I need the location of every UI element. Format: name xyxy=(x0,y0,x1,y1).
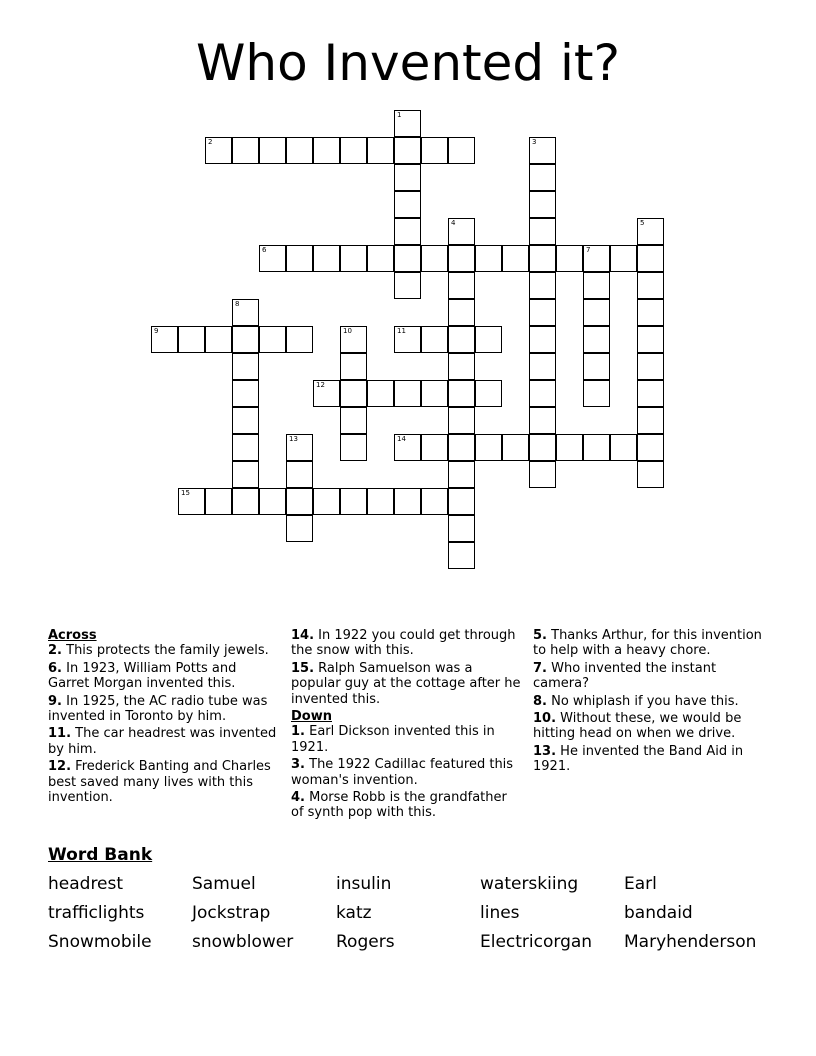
grid-cell[interactable] xyxy=(394,218,421,245)
clue-number: 11. xyxy=(48,726,72,742)
clue-number: 14. xyxy=(291,628,315,643)
clue-text: The car headrest was invented by him. xyxy=(48,726,277,757)
grid-cell[interactable] xyxy=(367,488,394,515)
clue-down-3 xyxy=(291,757,523,788)
grid-cell[interactable] xyxy=(475,434,502,461)
grid-cell[interactable] xyxy=(394,191,421,218)
grid-cell[interactable] xyxy=(394,380,421,407)
clue-across-15 xyxy=(291,661,523,707)
grid-cell[interactable] xyxy=(610,245,637,272)
clue-down-10 xyxy=(533,711,765,742)
grid-cell[interactable] xyxy=(475,245,502,272)
grid-cell[interactable] xyxy=(448,461,475,488)
clue-number: 10. xyxy=(533,711,557,727)
grid-cell[interactable] xyxy=(340,326,367,353)
grid-cell[interactable] xyxy=(232,461,259,488)
grid-cell[interactable] xyxy=(583,299,610,326)
word-bank-item: waterskiing xyxy=(480,874,579,894)
grid-cell[interactable] xyxy=(583,434,610,461)
grid-cell[interactable] xyxy=(259,488,286,515)
grid-cell[interactable] xyxy=(340,434,367,461)
grid-cell[interactable] xyxy=(421,137,448,164)
grid-cell[interactable] xyxy=(286,461,313,488)
grid-cell[interactable] xyxy=(367,380,394,407)
grid-cell[interactable] xyxy=(205,137,232,164)
grid-cell[interactable] xyxy=(529,380,556,407)
word-bank-item: Samuel xyxy=(192,874,256,894)
clue-text: In 1923, William Potts and Garret Morgan invented this. xyxy=(48,660,237,692)
grid-cell[interactable] xyxy=(286,515,313,542)
word-bank-item: insulin xyxy=(336,874,392,894)
grid-cell[interactable] xyxy=(529,353,556,380)
grid-cell[interactable] xyxy=(637,461,664,488)
word-bank-item: Earl xyxy=(624,874,657,894)
word-bank-item: Maryhenderson xyxy=(624,932,757,952)
grid-cell[interactable] xyxy=(637,272,664,299)
grid-cell[interactable] xyxy=(637,245,664,272)
clue-number: 8. xyxy=(533,693,547,709)
clue-number: 13. xyxy=(533,743,557,759)
clue-number-label: 5 xyxy=(640,219,645,227)
grid-cell[interactable] xyxy=(637,326,664,353)
down-heading: Down xyxy=(291,709,332,725)
clue-text: Who invented the instant camera? xyxy=(533,660,717,692)
grid-cell[interactable] xyxy=(313,137,340,164)
clue-number-label: 2 xyxy=(208,138,213,146)
grid-cell[interactable] xyxy=(232,353,259,380)
grid-cell[interactable] xyxy=(448,434,475,461)
clue-text: The 1922 Cadillac featured this woman's invention. xyxy=(291,757,514,788)
grid-cell[interactable] xyxy=(340,380,367,407)
grid-cell[interactable] xyxy=(421,434,448,461)
grid-cell[interactable] xyxy=(232,407,259,434)
clue-text: In 1925, the AC radio tube was invented in Toronto by him. xyxy=(48,693,268,725)
clue-number: 4. xyxy=(291,790,305,806)
clue-across-2 xyxy=(48,643,280,658)
clue-number-label: 9 xyxy=(154,327,159,335)
grid-cell[interactable] xyxy=(232,137,259,164)
grid-cell[interactable] xyxy=(313,380,340,407)
clue-down-7 xyxy=(533,661,765,692)
clue-down-5 xyxy=(533,628,765,659)
clue-number-label: 10 xyxy=(343,327,352,335)
grid-cell[interactable] xyxy=(286,434,313,461)
grid-cell[interactable] xyxy=(529,434,556,461)
clue-text: Without these, we would be hitting head on when we drive. xyxy=(533,711,742,742)
clue-number-label: 7 xyxy=(586,246,591,254)
grid-cell[interactable] xyxy=(394,110,421,137)
grid-cell[interactable] xyxy=(529,191,556,218)
grid-cell[interactable] xyxy=(637,434,664,461)
grid-cell[interactable] xyxy=(448,407,475,434)
grid-cell[interactable] xyxy=(394,326,421,353)
clue-across-14 xyxy=(291,628,523,659)
grid-cell[interactable] xyxy=(232,326,259,353)
grid-cell[interactable] xyxy=(421,326,448,353)
grid-cell[interactable] xyxy=(556,245,583,272)
grid-cell[interactable] xyxy=(394,245,421,272)
grid-cell[interactable] xyxy=(475,326,502,353)
grid-cell[interactable] xyxy=(502,434,529,461)
grid-cell[interactable] xyxy=(583,353,610,380)
grid-cell[interactable] xyxy=(529,245,556,272)
clue-number-label: 3 xyxy=(532,138,537,146)
clue-text: In 1922 you could get through the snow with this. xyxy=(291,628,516,659)
word-bank-item: trafficlights xyxy=(48,903,145,923)
grid-cell[interactable] xyxy=(637,407,664,434)
word-bank-item: snowblower xyxy=(192,932,294,952)
word-bank-item: Electricorgan xyxy=(480,932,593,952)
clue-text: Earl Dickson invented this in 1921. xyxy=(291,724,495,755)
grid-cell[interactable] xyxy=(448,353,475,380)
clue-number-label: 12 xyxy=(316,381,325,389)
clue-text: Ralph Samuelson was a popular guy at the cottage after he invented this. xyxy=(291,660,521,707)
clue-number: 3. xyxy=(291,757,305,773)
grid-cell[interactable] xyxy=(340,407,367,434)
grid-cell[interactable] xyxy=(394,488,421,515)
grid-cell[interactable] xyxy=(178,326,205,353)
grid-cell[interactable] xyxy=(529,407,556,434)
clue-column-1 xyxy=(48,628,280,807)
clue-text: He invented the Band Aid in 1921. xyxy=(533,743,744,775)
grid-cell[interactable] xyxy=(556,434,583,461)
clue-down-8 xyxy=(533,694,765,709)
grid-cell[interactable] xyxy=(583,245,610,272)
grid-cell[interactable] xyxy=(448,272,475,299)
clue-number: 7. xyxy=(533,660,547,676)
grid-cell[interactable] xyxy=(232,380,259,407)
grid-cell[interactable] xyxy=(232,434,259,461)
clue-number-label: 11 xyxy=(397,327,406,335)
grid-cell[interactable] xyxy=(529,164,556,191)
grid-cell[interactable] xyxy=(637,299,664,326)
grid-cell[interactable] xyxy=(610,434,637,461)
grid-cell[interactable] xyxy=(448,326,475,353)
grid-cell[interactable] xyxy=(286,137,313,164)
grid-cell[interactable] xyxy=(394,137,421,164)
clue-text: Frederick Banting and Charles best saved many lives with this invention. xyxy=(48,759,271,806)
grid-cell[interactable] xyxy=(448,515,475,542)
grid-cell[interactable] xyxy=(394,164,421,191)
clue-number: 9. xyxy=(48,693,62,709)
grid-cell[interactable] xyxy=(340,137,367,164)
grid-cell[interactable] xyxy=(529,326,556,353)
grid-cell[interactable] xyxy=(367,137,394,164)
grid-cell[interactable] xyxy=(340,245,367,272)
grid-cell[interactable] xyxy=(367,245,394,272)
clue-number: 6. xyxy=(48,660,62,676)
grid-cell[interactable] xyxy=(475,380,502,407)
grid-cell[interactable] xyxy=(637,353,664,380)
clue-number-label: 1 xyxy=(397,111,402,119)
clue-down-4 xyxy=(291,790,523,821)
word-bank-item: headrest xyxy=(48,874,124,894)
word-bank-item: Rogers xyxy=(336,932,395,952)
grid-cell[interactable] xyxy=(259,137,286,164)
grid-cell[interactable] xyxy=(205,326,232,353)
grid-cell[interactable] xyxy=(529,461,556,488)
word-bank-item: bandaid xyxy=(624,903,693,923)
grid-cell[interactable] xyxy=(421,488,448,515)
clue-column-3 xyxy=(533,628,765,777)
clue-across-9 xyxy=(48,694,280,725)
word-bank-item: Snowmobile xyxy=(48,932,152,952)
grid-cell[interactable] xyxy=(583,380,610,407)
grid-cell[interactable] xyxy=(637,380,664,407)
grid-cell[interactable] xyxy=(259,245,286,272)
clue-text: No whiplash if you have this. xyxy=(551,693,739,709)
grid-cell[interactable] xyxy=(205,488,232,515)
grid-cell[interactable] xyxy=(178,488,205,515)
page-title: Who Invented it? xyxy=(195,34,621,92)
grid-cell[interactable] xyxy=(313,488,340,515)
grid-cell[interactable] xyxy=(583,326,610,353)
clue-number-label: 13 xyxy=(289,435,298,443)
grid-cell[interactable] xyxy=(448,542,475,569)
grid-cell[interactable] xyxy=(394,272,421,299)
clue-number: 2. xyxy=(48,643,62,659)
grid-cell[interactable] xyxy=(394,434,421,461)
clue-number-label: 8 xyxy=(235,300,240,308)
word-bank-title: Word Bank xyxy=(48,845,153,865)
grid-cell[interactable] xyxy=(340,353,367,380)
grid-cell[interactable] xyxy=(529,218,556,245)
grid-cell[interactable] xyxy=(448,299,475,326)
grid-cell[interactable] xyxy=(448,488,475,515)
grid-cell[interactable] xyxy=(151,326,178,353)
clue-down-1 xyxy=(291,724,523,755)
clue-across-12 xyxy=(48,759,280,805)
clue-across-6 xyxy=(48,661,280,692)
grid-cell[interactable] xyxy=(502,245,529,272)
grid-cell[interactable] xyxy=(448,218,475,245)
clue-text: Thanks Arthur, for this invention to help with a heavy chore. xyxy=(533,628,762,659)
grid-cell[interactable] xyxy=(286,488,313,515)
clue-number-label: 15 xyxy=(181,489,190,497)
clue-column-2 xyxy=(291,628,523,823)
word-bank-item: katz xyxy=(336,903,372,923)
grid-cell[interactable] xyxy=(421,245,448,272)
across-heading: Across xyxy=(48,628,97,643)
grid-cell[interactable] xyxy=(232,488,259,515)
clue-number-label: 14 xyxy=(397,435,406,443)
clue-across-11 xyxy=(48,726,280,757)
clue-number: 1. xyxy=(291,724,305,740)
clue-text: Morse Robb is the grandfather of synth pop with this. xyxy=(291,790,507,821)
clue-number-label: 4 xyxy=(451,219,456,227)
clue-number: 15. xyxy=(291,660,315,676)
grid-cell[interactable] xyxy=(286,326,313,353)
grid-cell[interactable] xyxy=(340,488,367,515)
clue-down-13 xyxy=(533,744,765,775)
grid-cell[interactable] xyxy=(448,380,475,407)
grid-cell[interactable] xyxy=(583,272,610,299)
clue-number-label: 6 xyxy=(262,246,267,254)
grid-cell[interactable] xyxy=(529,299,556,326)
grid-cell[interactable] xyxy=(259,326,286,353)
clue-text: This protects the family jewels. xyxy=(66,643,269,659)
grid-cell[interactable] xyxy=(448,137,475,164)
clue-number: 5. xyxy=(533,628,547,643)
grid-cell[interactable] xyxy=(421,380,448,407)
grid-cell[interactable] xyxy=(637,218,664,245)
grid-cell[interactable] xyxy=(232,299,259,326)
grid-cell[interactable] xyxy=(448,245,475,272)
grid-cell[interactable] xyxy=(313,245,340,272)
clue-number: 12. xyxy=(48,759,72,775)
word-bank-item: Jockstrap xyxy=(192,903,271,923)
word-bank-item: lines xyxy=(480,903,520,923)
grid-cell[interactable] xyxy=(286,245,313,272)
grid-cell[interactable] xyxy=(529,137,556,164)
grid-cell[interactable] xyxy=(529,272,556,299)
